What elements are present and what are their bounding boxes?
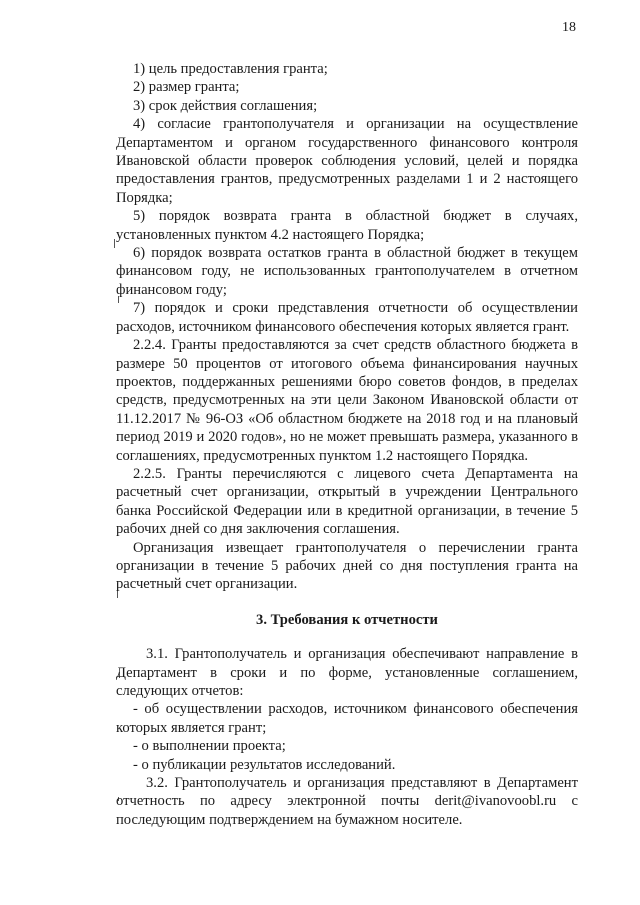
list-item: 3) срок действия соглашения; <box>133 97 318 114</box>
report-item: - о публикации результатов исследований. <box>133 756 396 773</box>
section-heading: 3. Требования к отчетности <box>256 611 438 628</box>
list-item: 2) размер гранта; <box>133 79 240 96</box>
report-item: - об осуществлении расходов, источником финансового обеспечения которых является грант; <box>116 701 578 736</box>
paragraph-notify: Организация извещает грантополучателя о перечислении гранта организации в течение 5 рабочих дней со дня поступления гранта на расчетный счет организации. <box>116 539 578 593</box>
page-number: 18 <box>562 20 576 35</box>
report-item: - о выполнении проекта; <box>133 738 286 755</box>
document-body <box>116 60 578 829</box>
list-item: 7) порядок и сроки представления отчетности об осуществлении расходов, источником финансового обеспечения которых является грант. <box>116 300 578 335</box>
list-item: 4) согласие грантополучателя и организации на осуществление Департаментом и органом государственного финансового контроля Ивановской области проверок соблюдения условий, целей и порядка предоставления грантов, предусмотренных разделами 1 и 2 настоящего Порядка; <box>116 116 578 206</box>
list-item: 5) порядок возврата гранта в областной бюджет в случаях, установленных пунктом 4.2 настоящего Порядка; <box>116 208 578 243</box>
paragraph-3-1: 3.1. Грантополучатель и организация обеспечивают направление в Департамент в сроки и по форме, установленные соглашением, следующих отчетов: <box>116 646 578 699</box>
list-item: 1) цель предоставления гранта; <box>133 61 328 77</box>
scan-mark <box>114 239 115 248</box>
paragraph-2-2-5: 2.2.5. Гранты перечисляются с лицевого счета Департамента на расчетный счет организации, открытый в учреждении Центрального банка Российской Федерации или в кредитной организации, в течение 5 рабочих дней со дня заключения соглашения. <box>116 465 578 538</box>
paragraph-3-2: 3.2. Грантополучатель и организация представляют в Департамент отчетность по адресу электронной почты derit@ivanovoobl.ru с последующим подтверждением на бумажном носителе. <box>116 775 578 828</box>
list-item: 6) порядок возврата остатков гранта в областной бюджет в текущем финансовом году, не использованных грантополучателем в отчетном финансовом году; <box>116 245 578 298</box>
paragraph-2-2-4: 2.2.4. Гранты предоставляются за счет средств областного бюджета в размере 50 процентов от итогового объема финансирования научных проектов, поддержанных решениями бюро советов фондов, в пределах средств, предусмотренных на эти цели Законом Ивановской области от 11.12.2017 № 96-ОЗ «Об областном бюджете на 2018 год и на плановый период 2019 и 2020 годов», но не может превышать размера, указанного в соглашениях, предусмотренных пунктом 1.2 настоящего Порядка. <box>116 337 578 464</box>
